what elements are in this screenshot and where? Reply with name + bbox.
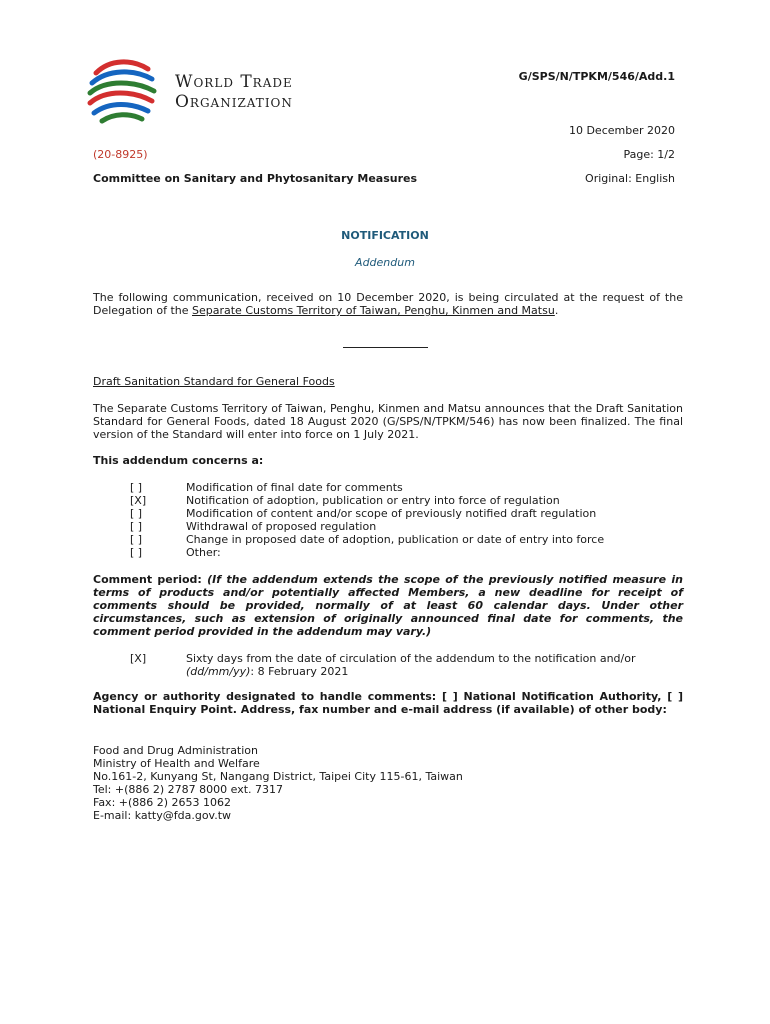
intro-paragraph [93, 291, 683, 317]
intro-end: . [554, 304, 559, 317]
original-language: Original: English [585, 172, 675, 185]
concern-item [130, 494, 690, 507]
page-number: Page: 1/2 [623, 148, 675, 161]
checkbox: [X] [130, 494, 147, 507]
concern-label: Other: [186, 546, 221, 559]
addendum-subtitle: Addendum [355, 256, 415, 269]
comment-period-text: (If the addendum extends the scope of the previously notified measure in terms of products and/or potentially affected Members, a new deadline for receipt of comments should be provided, normally of at least 60 calendar days. Under other circumstances, such as extension of originally announced final date for comments, the comment period provided in the addendum may vary.) [93, 573, 684, 638]
logo-arc-blue-2 [94, 105, 148, 114]
measure-description: The Separate Customs Territory of Taiwan, Penghu, Kinmen and Matsu announces that the Draft Sanitation Standard for General Foods, dated 18 August 2020 (G/SPS/N/TPKM/546) has now been finalized. The final version of the Standard will enter into force on 1 July 2021. [93, 402, 683, 441]
document-symbol: G/SPS/N/TPKM/546/Add.1 [518, 70, 675, 83]
checkbox: [ ] [130, 520, 143, 533]
comment-period-label: Comment period: [93, 573, 208, 586]
address-line: Fax: +(886 2) 2653 1062 [93, 796, 232, 809]
concern-label: Modification of content and/or scope of previously notified draft regulation [186, 507, 597, 520]
checkbox: [ ] [130, 507, 143, 520]
concern-item [130, 546, 690, 559]
intro-text: The following communication, received on 10 December 2020, is being circulated at the request of the Delegation of the [93, 291, 683, 317]
option-line1: Sixty days from the date of circulation of the addendum to the notification and/or [186, 652, 636, 665]
concern-label: Modification of final date for comments [186, 481, 403, 494]
checkbox: [ ] [130, 533, 143, 546]
address-line: Tel: +(886 2) 2787 8000 ext. 7317 [93, 783, 284, 796]
member-name: Separate Customs Territory of Taiwan, Penghu, Kinmen and Matsu [192, 304, 555, 317]
checkbox: [ ] [130, 481, 143, 494]
concerns-heading: This addendum concerns a: [93, 454, 264, 467]
concern-item [130, 520, 690, 533]
option-date: : 8 February 2021 [250, 665, 349, 678]
concern-item [130, 533, 690, 546]
committee-name: Committee on Sanitary and Phytosanitary Measures [93, 172, 418, 185]
logo-arc-green-2 [102, 115, 142, 121]
comment-period-option-text [186, 652, 686, 678]
document-reference: (20-8925) [93, 148, 148, 161]
organization-name [175, 72, 293, 112]
notification-title: NOTIFICATION [341, 229, 429, 242]
concern-item [130, 507, 690, 520]
address-line: Ministry of Health and Welfare [93, 757, 260, 770]
checkbox: [ ] [130, 546, 143, 559]
org-name-line1: World Trade [175, 72, 293, 92]
concern-label: Notification of adoption, publication or entry into force of regulation [186, 494, 560, 507]
address-line: E-mail: katty@fda.gov.tw [93, 809, 232, 822]
separator-line [343, 347, 428, 348]
concern-label: Withdrawal of proposed regulation [186, 520, 377, 533]
document-date: 10 December 2020 [568, 124, 675, 137]
wto-logo [82, 55, 162, 127]
org-name-line2: Organization [175, 92, 293, 112]
agency-address [93, 744, 463, 822]
checkbox: [X] [130, 652, 147, 665]
comment-period-paragraph [93, 573, 683, 638]
agency-heading: Agency or authority designated to handle comments: [ ] National Notification Authority, [ ] National Enquiry Point. Address, fax number and e-mail address (if available) of other body: [93, 690, 683, 716]
date-format: (dd/mm/yy) [186, 665, 251, 678]
concern-item [130, 481, 690, 494]
address-line: No.161-2, Kunyang St, Nangang District, Taipei City 115-61, Taiwan [93, 770, 463, 783]
address-line: Food and Drug Administration [93, 744, 258, 757]
measure-title: Draft Sanitation Standard for General Foods [93, 375, 335, 388]
logo-arc-red-2 [90, 93, 152, 103]
comment-period-option [130, 652, 690, 678]
concern-label: Change in proposed date of adoption, publication or date of entry into force [186, 533, 605, 546]
